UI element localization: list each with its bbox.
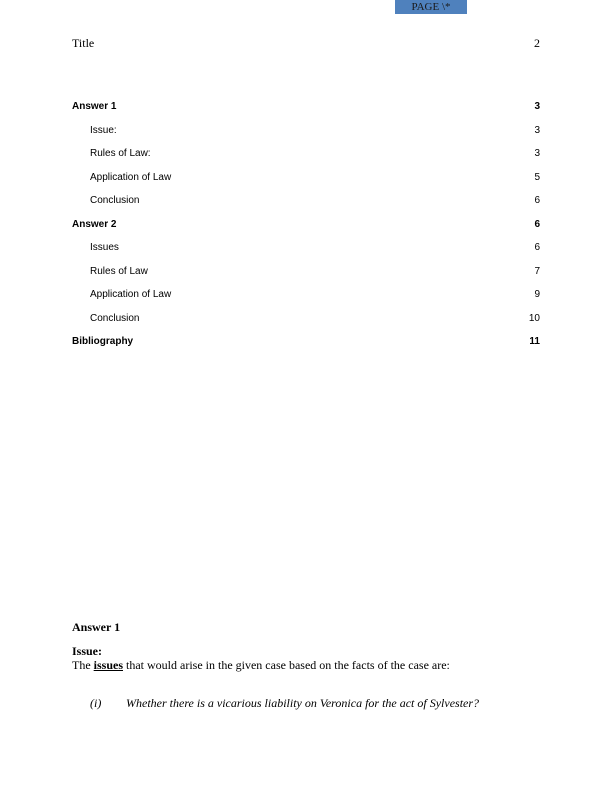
list-item-number: (i) (90, 696, 102, 710)
subsection-heading: Issue: (72, 644, 103, 658)
toc-entry-label: Issues (90, 242, 119, 253)
document-body (72, 620, 540, 710)
toc-entry-label: Rules of Law: (90, 148, 151, 159)
toc-entry-conclusion-2[interactable] (72, 312, 540, 336)
header-page-number: 2 (534, 36, 540, 50)
emphasized-word: issues (93, 658, 123, 672)
list-item-text: Whether there is a vicarious liability on Veronica for the act of Sylvester? (126, 696, 480, 710)
page-header (72, 36, 540, 51)
toc-entry-answer-1[interactable] (72, 100, 540, 124)
toc-entry-page: 10 (528, 312, 540, 324)
toc-entry-page: 7 (534, 265, 540, 277)
toc-entry-label: Answer 2 (72, 218, 117, 230)
toc-entry-label: Answer 1 (72, 101, 117, 112)
list-item (72, 696, 540, 710)
toc-entry-page: 11 (529, 336, 540, 347)
toc-entry-page: 3 (534, 124, 540, 136)
toc-entry-page: 3 (534, 148, 540, 159)
toc-entry-application-of-law[interactable] (72, 171, 540, 195)
toc-entry-page: 6 (534, 218, 540, 230)
toc-entry-label: Application of Law (90, 289, 172, 300)
toc-entry-application-of-law-2[interactable] (72, 288, 540, 312)
body-paragraph (72, 658, 540, 672)
toc-entry-page: 9 (534, 289, 540, 300)
toc-entry-page: 5 (534, 171, 540, 183)
toc-entry-page: 6 (534, 195, 540, 206)
paragraph-text: The (72, 658, 94, 672)
toc-entry-issues[interactable] (72, 241, 540, 265)
toc-entry-label: Issue: (90, 124, 117, 136)
toc-entry-label: Application of Law (90, 171, 172, 183)
toc-entry-bibliography[interactable] (72, 335, 540, 359)
toc-entry-answer-2[interactable] (72, 218, 540, 242)
toc-entry-label: Conclusion (90, 195, 140, 206)
toc-entry-rules-of-law-2[interactable] (72, 265, 540, 289)
paragraph-text: that would arise in the given case based on the facts of the case are: (123, 658, 450, 672)
toc-entry-conclusion[interactable] (72, 194, 540, 218)
toc-entry-page: 3 (534, 101, 540, 112)
toc-entry-label: Conclusion (90, 312, 140, 324)
table-of-contents (72, 100, 540, 359)
section-heading: Answer 1 (72, 620, 121, 634)
toc-entry-label: Rules of Law (90, 265, 148, 277)
header-title: Title (72, 36, 95, 50)
toc-entry-rules-of-law[interactable] (72, 147, 540, 171)
toc-entry-page: 6 (534, 242, 540, 253)
page-field-code: PAGE \* (395, 0, 467, 14)
toc-entry-issue[interactable] (72, 124, 540, 148)
toc-entry-label: Bibliography (72, 336, 134, 347)
